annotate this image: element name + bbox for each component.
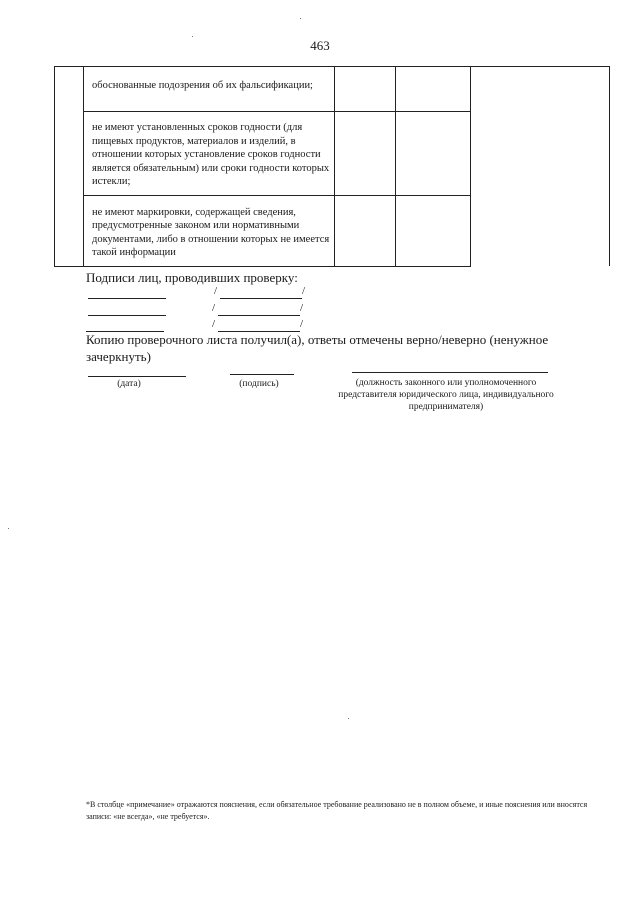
signature-line bbox=[88, 315, 166, 316]
answer-cell bbox=[396, 67, 471, 112]
index-cell bbox=[55, 67, 84, 267]
requirement-cell bbox=[84, 195, 335, 266]
position-line bbox=[352, 372, 548, 373]
answer-cell bbox=[335, 195, 396, 266]
slash-mark: / bbox=[300, 318, 304, 330]
requirement-text: не имеют установленных сроков годности (для пищевых продуктов, материалов и изделий, в отношении которых установление сроков годности является обязательным) или сроки годности которых истекли; bbox=[92, 122, 330, 187]
notes-cell bbox=[471, 67, 610, 267]
scan-speck bbox=[8, 528, 9, 529]
footnote: *В столбце «примечание» отражаются пояснения, если обязательное требование реализовано не в полном объеме, и иные пояснения или вносятся записи: «не всегда», «не требуется». bbox=[86, 800, 588, 821]
slash-mark: / bbox=[212, 302, 216, 314]
answer-cell bbox=[396, 195, 471, 266]
slash-mark: / bbox=[302, 285, 306, 297]
checklist-table bbox=[54, 66, 610, 267]
slash-mark: / bbox=[214, 285, 218, 297]
slash-mark: / bbox=[300, 302, 304, 314]
signatures-heading: Подписи лиц, проводивших проверку: bbox=[86, 270, 298, 285]
signature-name-line bbox=[220, 298, 302, 299]
position-caption: (должность законного или уполномоченного представителя юридического лица, индивидуального предпринимателя) bbox=[338, 378, 554, 412]
signature-caption: (подпись) bbox=[239, 379, 279, 389]
table-row bbox=[55, 67, 610, 112]
signature-name-line bbox=[218, 315, 300, 316]
answer-cell bbox=[335, 112, 396, 196]
scan-speck bbox=[300, 18, 301, 19]
answer-cell bbox=[335, 67, 396, 112]
date-caption: (дата) bbox=[117, 379, 141, 389]
scan-speck bbox=[192, 36, 193, 37]
requirement-text: обоснованные подозрения об их фальсификации; bbox=[92, 80, 313, 91]
signature-line bbox=[88, 298, 166, 299]
requirement-cell bbox=[84, 67, 335, 112]
signature-line bbox=[230, 374, 294, 375]
answer-cell bbox=[396, 112, 471, 196]
slash-mark: / bbox=[212, 318, 216, 330]
page-number: 463 bbox=[310, 38, 330, 53]
requirement-text: не имеют маркировки, содержащей сведения, предусмотренные законом или нормативными документами, либо в отношении которых не имеется такой информации bbox=[92, 206, 330, 258]
scan-speck bbox=[348, 718, 349, 719]
requirement-cell bbox=[84, 112, 335, 196]
copy-receipt-text: Копию проверочного листа получил(а), ответы отмечены верно/неверно (ненужное зачеркнуть) bbox=[86, 332, 549, 364]
date-line bbox=[88, 376, 186, 377]
